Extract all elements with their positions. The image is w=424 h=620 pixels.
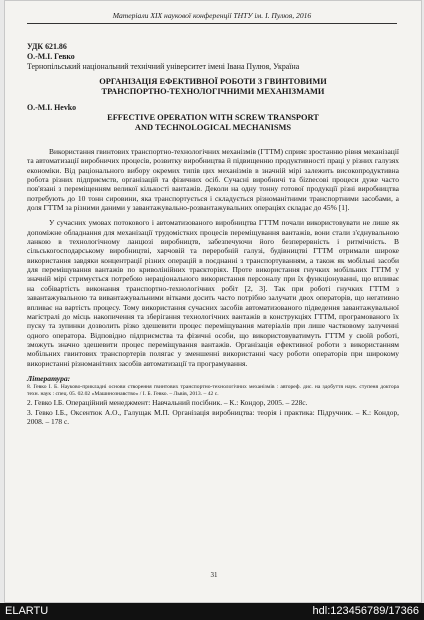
- title-en-line-2: AND TECHNOLOGICAL MECHANISMS: [134, 123, 292, 132]
- title-ua: [27, 77, 399, 97]
- reference-item: 8. Гевко І. Б. Науково-прикладні основи створення гвинтових транспортно-технологічних механізмів : автореф. дис. на здобуття наук. ступеня доктора техн. наук : спец. 05. 02.02 «Машинознавство» / І. Б. Гевко. – Львів, 2013. – 42 с.: [27, 383, 399, 398]
- udc-code: УДК 621.86: [27, 42, 67, 51]
- running-header: Матеріали XIX наукової конференції ТНТУ ім. І. Пулюя, 2016: [27, 11, 397, 24]
- author-en: O.-M.I. Hevko: [27, 103, 77, 112]
- paragraph-2: У сучасних умовах потокового і автоматизованого виробництва ГТТМ почали використовувати не лише як допоміжне обладнання для механізації трудомістких процесів переміщування вантажів, вони стали з'єднувальною ланкою в технологічному ланцюзі виробництв, забезпечуючи його безперервність і ритмічність. В сільськогосподарському виробництві, харчовій та переробній галузі, будівництві ГТТМ отримали широке використання завдяки концентрації різних операцій в поєднанні з транспортуванням, а також як мобільні засоби для переміщування вантажів по криволінійних траєкторіях. Проте використання гнучких мобільних ГТТМ у значній мірі стримується потребою нераціонального використання персоналу при їх функціонуванні, що впливає на собівартість виконання транспортно-технологічних робіт [2, 3]. Так при роботі гнучких ГТТМ з завантажувальною та вивантажувальними вітками досить часто потрібно залучати двох операторів, що негативно впливає на вартість процесу. Тому використання сучасних засобів автоматизованого підведення завантажувальної магістралі до місць накопичення та зберігання технологічних вантажів в конструкціях ГТТМ, програмованого їх пуску та зупинки дозволить різко здешевити процес переміщування матеріалів при лише частковому залученні одного оператора. Відповідно підприємства та фізичні особи, що використовуватимуть ГТТМ у своїй роботі, зможуть значно здешевити процес переміщування вантажів. Організація ефективної роботи з використанням мобільних гвинтових транспортерів полягає у зменшенні використанні часу роботи операторів при широкому використанні різноманітних засобів автоматизації та програмування.: [27, 218, 399, 368]
- author-ua: О.-М.І. Гевко: [27, 52, 75, 61]
- footer-repository: ELARTU: [5, 605, 49, 617]
- title-en-line-1: EFFECTIVE OPERATION WITH SCREW TRANSPORT: [107, 113, 319, 122]
- reference-item: 3. Гевко І.Б., Оксентюк А.О., Галущак М.П. Організація виробництва: теорія і практика: Підручник. – К.: Кондор, 2008. – 178 с.: [27, 407, 399, 426]
- paragraph-1: Використання гвинтових транспортно-технологічних механізмів (ГТТМ) сприяє зростанню рівня механізації та автоматизації виробничих процесів, розвитку виробництва й підвищенню продуктивності праці у різних галузях економіки. Від раціонального вибору окремих типів цих механізмів в значній мірі залежить високопродуктивна робота різних підприємств, організацій та фізичних осіб. Сучасні виробничі та біznесові процеси дуже часто пов'язані з переміщенням великої кількості вантажів. Деколи на одну тонну готової продукції різні виробництва потребують до 10 тонн сировини, яка транспортується і складується різноманітними транспортними засобами, а доля ГТТМ за різними даними у завантажувально-розвантажувальних операціях складає до 45% [1].: [27, 147, 399, 213]
- title-en: [27, 113, 399, 133]
- page-number: 31: [210, 571, 218, 579]
- footer-bar: [0, 603, 424, 620]
- reference-item: 2. Гевко І.Б. Операційний менеджмент: Навчальний посібник. – К.: Кондор, 2005. – 228с.: [27, 398, 308, 408]
- title-ua-line-2: ТРАНСПОРТНО-ТЕХНОЛОГІЧНИМИ МЕХАНІЗМАМИ: [101, 87, 325, 96]
- footer-handle: hdl:123456789/17366: [312, 605, 419, 617]
- article-body: [27, 42, 399, 426]
- affiliation: Тернопільський національний технічний університет імені Івана Пулюя, Україна: [27, 62, 300, 71]
- references-heading: Література:: [27, 373, 71, 383]
- title-ua-line-1: ОРГАНІЗАЦІЯ ЕФЕКТИВНОЇ РОБОТИ З ГВИНТОВИМИ: [99, 77, 327, 86]
- document-page: [4, 0, 422, 603]
